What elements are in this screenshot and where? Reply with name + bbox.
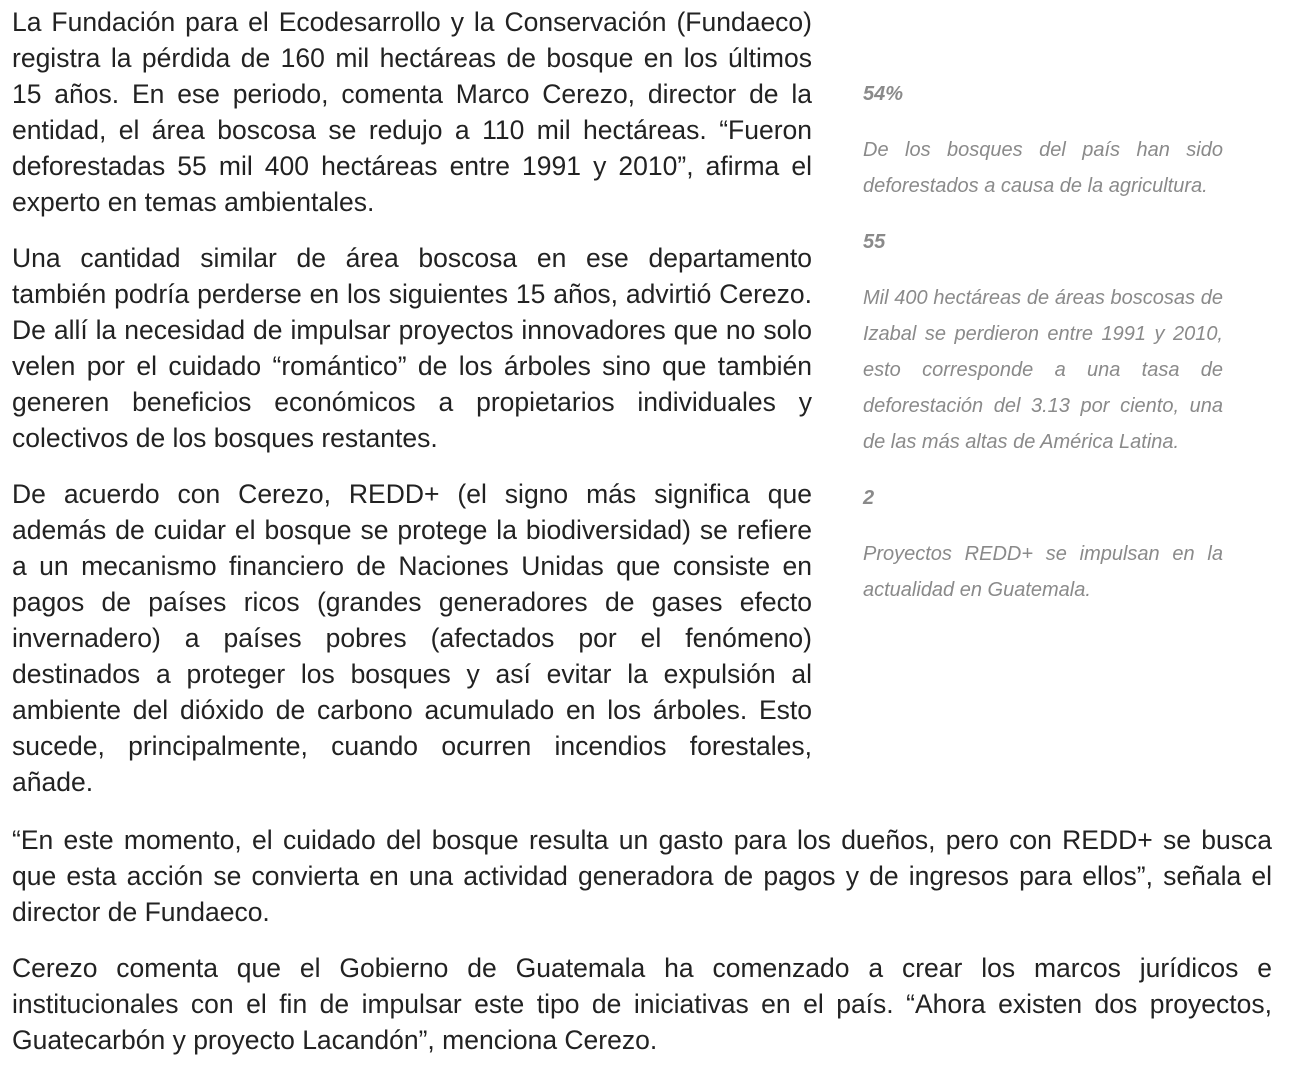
article-bottom-section [12,822,1272,1078]
article-paragraph-5: Cerezo comenta que el Gobierno de Guatemala ha comenzado a crear los marcos jurídicos e institucionales con el fin de impulsar este tipo de iniciativas en el país. “Ahora existen dos proyectos, Guatecarbón y proyecto Lacandón”, menciona Cerezo. [12,953,1272,1055]
article-paragraph-1: La Fundación para el Ecodesarrollo y la Conservación (Fundaeco) registra la pérdida de 160 mil hectáreas de bosque en los últimos 15 años. En ese periodo, comenta Marco Cerezo, director de la entidad, el área boscosa se redujo a 110 mil hectáreas. “Fueron deforestadas 55 mil 400 hectáreas entre 1991 y 2010”, afirma el experto en temas ambientales. [12,7,812,217]
article-paragraph-4: “En este momento, el cuidado del bosque resulta un gasto para los dueños, pero con REDD+ se busca que esta acción se convierta en una actividad generadora de pagos y de ingresos para ellos”, señala el director de Fundaeco. [12,825,1272,927]
sidebar-stat-value: 2 [863,487,875,509]
sidebar-stat-description: Mil 400 hectáreas de áreas boscosas de Izabal se perdieron entre 1991 y 2010, esto corresponde a una tasa de deforestación del 3.13 por ciento, una de las más altas de América Latina. [863,287,1223,453]
article-main-column [12,4,812,820]
sidebar-stat-description: De los bosques del país han sido deforestados a causa de la agricultura. [863,139,1223,197]
sidebar-stat-value: 55 [863,231,886,253]
sidebar-stat-value: 54% [863,83,904,105]
stats-sidebar [863,76,1223,628]
sidebar-stat-description: Proyectos REDD+ se impulsan en la actualidad en Guatemala. [863,543,1223,601]
article-paragraph-3: De acuerdo con Cerezo, REDD+ (el signo más significa que además de cuidar el bosque se protege la biodiversidad) se refiere a un mecanismo financiero de Naciones Unidas que consiste en pagos de países ricos (grandes generadores de gases efecto invernadero) a países pobres (afectados por el fenómeno) destinados a proteger los bosques y así evitar la expulsión al ambiente del dióxido de carbono acumulado en los árboles. Esto sucede, principalmente, cuando ocurren incendios forestales, añade. [12,479,812,797]
article-paragraph-2: Una cantidad similar de área boscosa en ese departamento también podría perderse en los siguientes 15 años, advirtió Cerezo. De allí la necesidad de impulsar proyectos innovadores que no solo velen por el cuidado “romántico” de los árboles sino que también generen beneficios económicos a propietarios individuales y colectivos de los bosques restantes. [12,243,812,453]
